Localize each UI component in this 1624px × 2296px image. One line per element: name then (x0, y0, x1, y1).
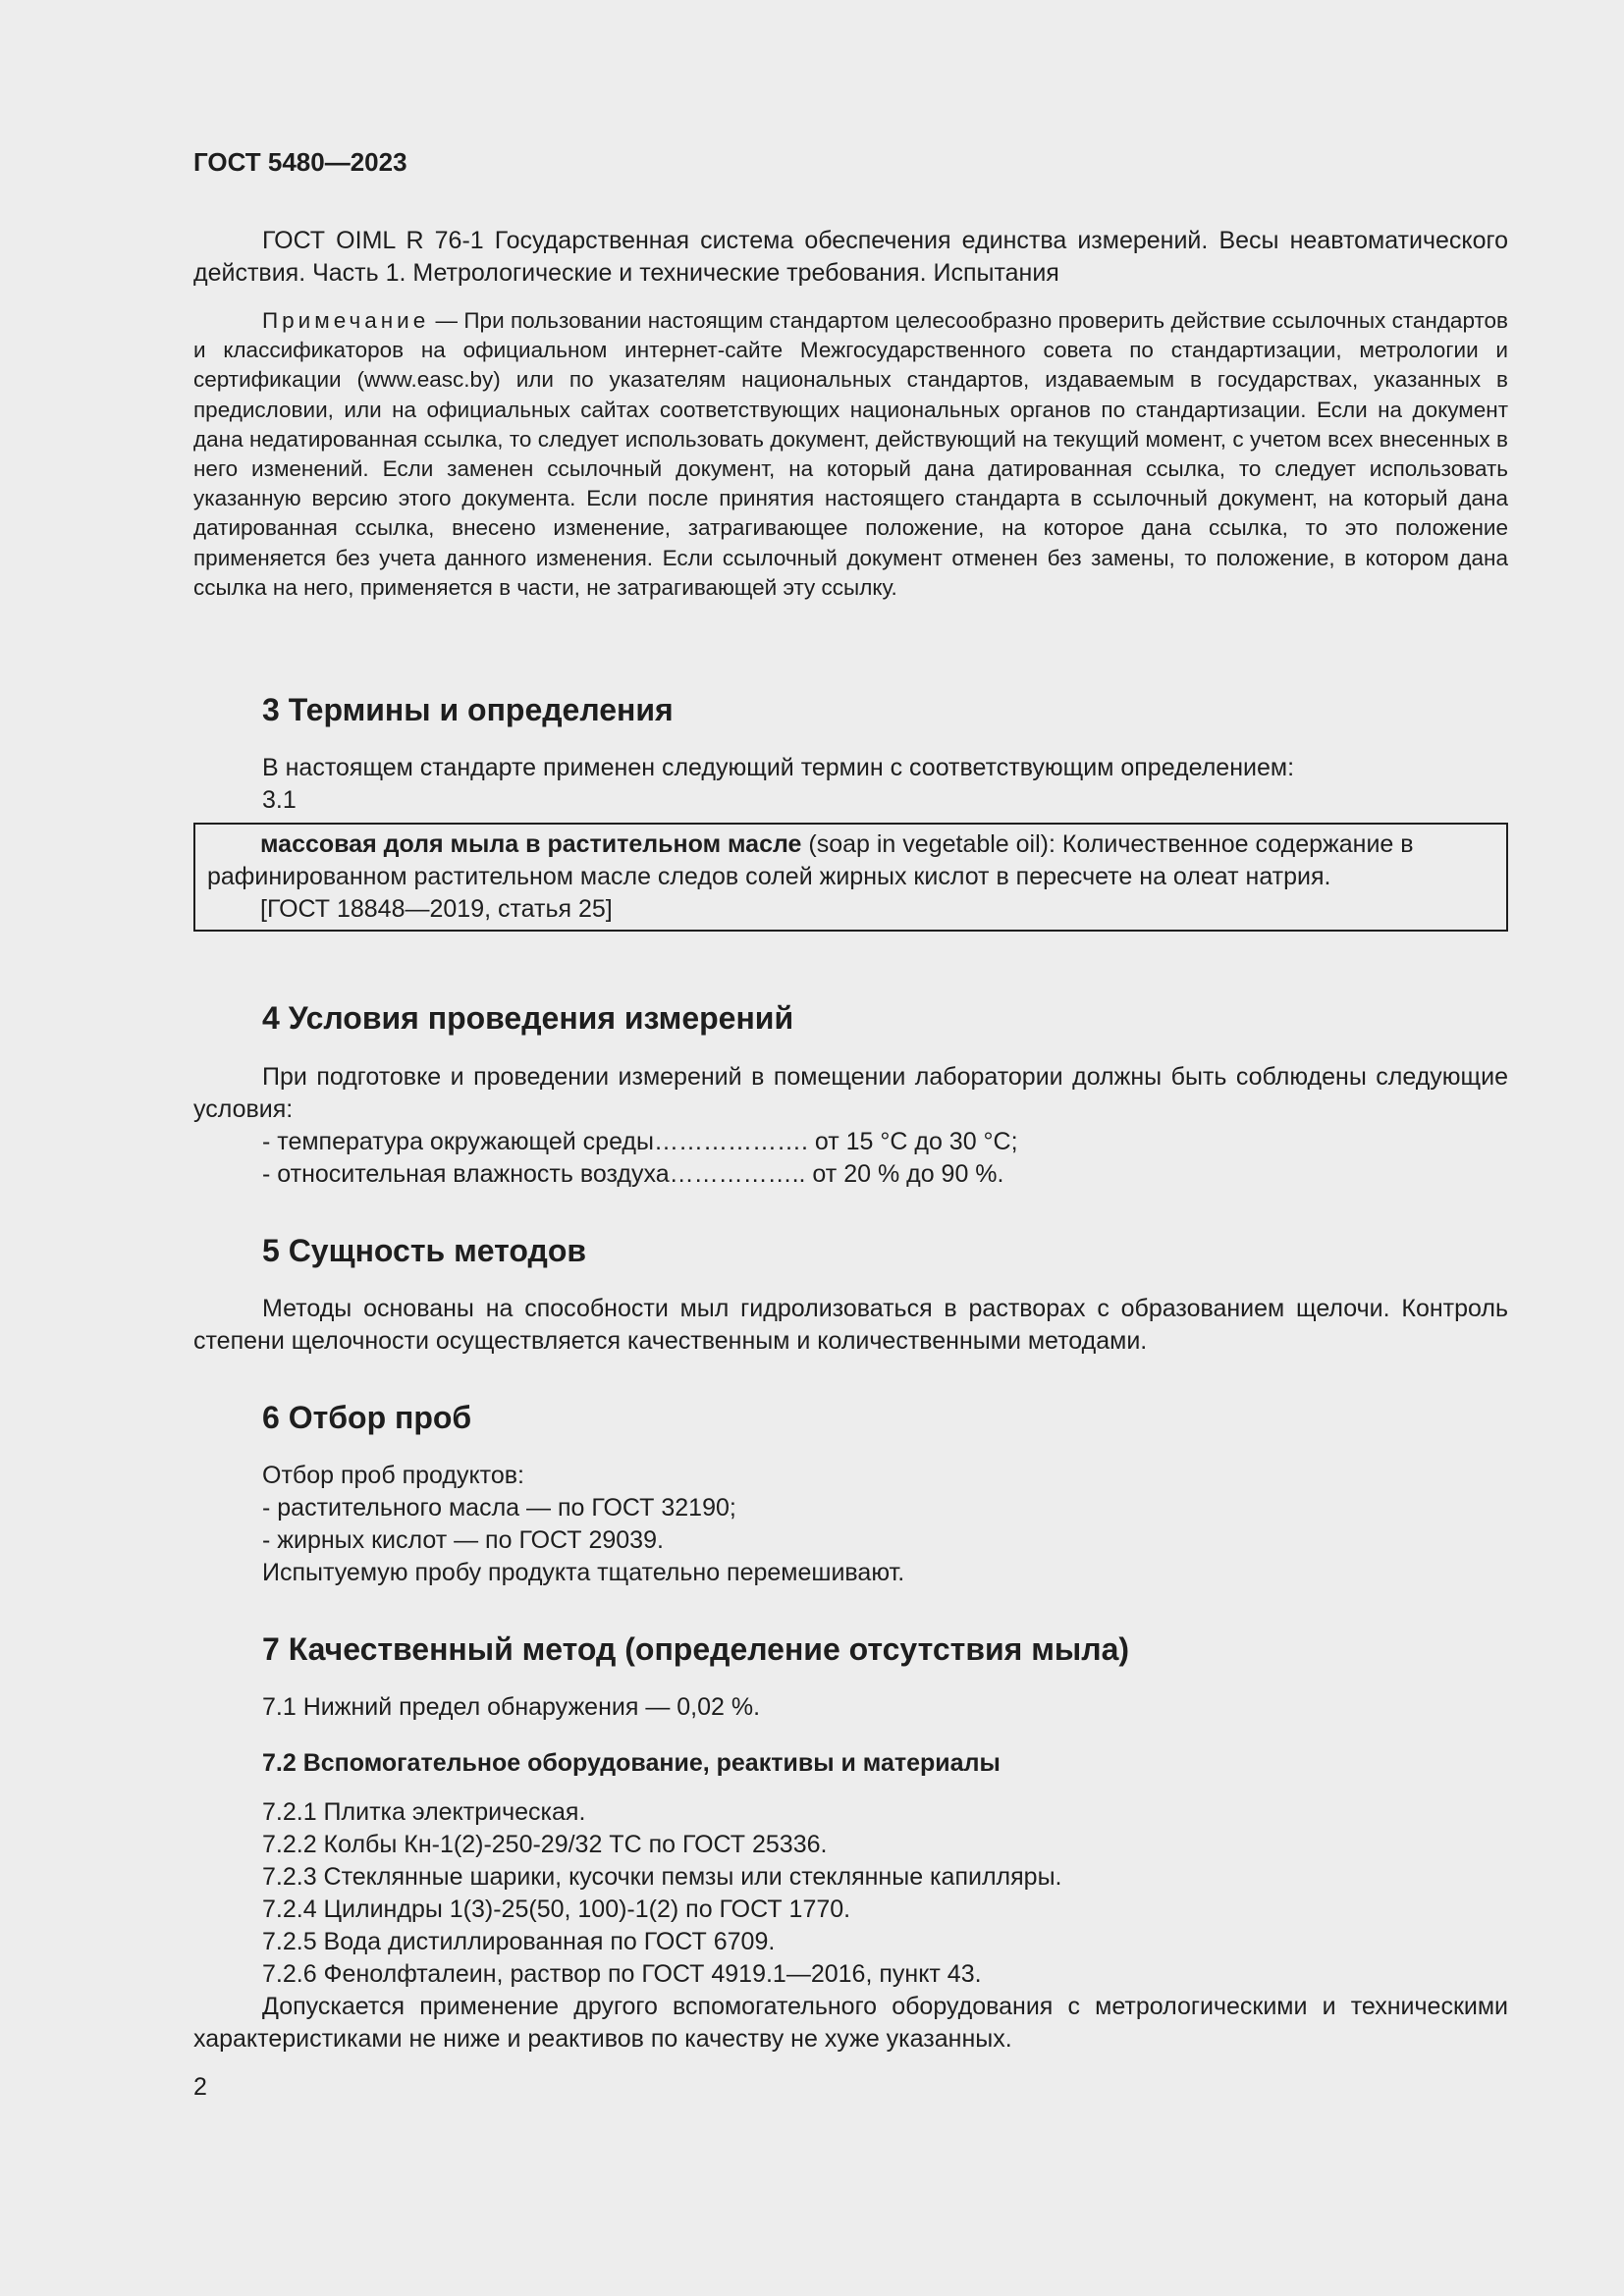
section-7-heading: 7 Качественный метод (определение отсутствия мыла) (262, 1631, 1130, 1667)
condition-humidity: - относительная влажность воздуха…………….. от 20 % до 90 %. (262, 1160, 1004, 1188)
note-paragraph (193, 306, 1508, 603)
closing-paragraph: Допускается применение другого вспомогательного оборудования с метрологическими и техническими характеристиками не ниже и реактивов по качеству не хуже указанных. (193, 1993, 1508, 2053)
clause-item: 7.2.6 Фенолфталеин, раствор по ГОСТ 4919.1—2016, пункт 43. (262, 1960, 982, 1988)
clause-item: 7.2.2 Колбы Кн-1(2)-250-29/32 ТС по ГОСТ 25336. (262, 1831, 828, 1858)
sampling-line: Отбор проб продуктов: (262, 1462, 524, 1489)
clause-item: 7.2.3 Стеклянные шарики, кусочки пемзы или стеклянные капилляры. (262, 1863, 1062, 1891)
sampling-line: - растительного масла — по ГОСТ 32190; (262, 1494, 736, 1522)
document-code-header: ГОСТ 5480—2023 (193, 147, 407, 177)
condition-temperature: - температура окружающей среды………………. от 15 °С до 30 °С; (262, 1128, 1018, 1155)
term-explanation: (soap in vegetable oil): Количественное содержание в рафинированном растительном масле следов солей жирных кислот в пересчете на олеат натрия. (207, 830, 1414, 890)
section-4-intro: При подготовке и проведении измерений в помещении лаборатории должны быть соблюдены следующие условия: (193, 1063, 1508, 1123)
clause-item: 7.2.4 Цилиндры 1(3)-25(50, 100)-1(2) по ГОСТ 1770. (262, 1896, 851, 1923)
section-3-heading: 3 Термины и определения (262, 692, 674, 727)
section-5-text: Методы основаны на способности мыл гидролизоваться в растворах с образованием щелочи. Контроль степени щелочности осуществляется качественным и количественными методами. (193, 1295, 1508, 1355)
term-source: [ГОСТ 18848—2019, статья 25] (260, 895, 613, 923)
term-definition-box (193, 823, 1508, 932)
reference-entry: ГОСТ OIML R 76-1 Государственная система обеспечения единства измерений. Весы неавтоматического действия. Часть 1. Метрологические и технические требования. Испытания (193, 227, 1508, 287)
section-5-heading: 5 Сущность методов (262, 1233, 587, 1268)
clause-7-1: 7.1 Нижний предел обнаружения — 0,02 %. (262, 1693, 761, 1721)
note-label: Примечание (262, 308, 430, 333)
section-6-heading: 6 Отбор проб (262, 1400, 472, 1435)
sampling-line: Испытуемую пробу продукта тщательно перемешивают. (262, 1559, 905, 1586)
clause-item: 7.2.5 Вода дистиллированная по ГОСТ 6709. (262, 1928, 776, 1955)
section-4-heading: 4 Условия проведения измерений (262, 1000, 794, 1036)
clause-item: 7.2.1 Плитка электрическая. (262, 1798, 586, 1826)
term-number: 3.1 (262, 786, 297, 814)
sampling-line: - жирных кислот — по ГОСТ 29039. (262, 1526, 664, 1554)
term-name: массовая доля мыла в растительном масле (260, 830, 802, 858)
page-number: 2 (193, 2073, 207, 2101)
term-definition (207, 828, 1494, 893)
section-3-intro: В настоящем стандарте применен следующий термин с соответствующим определением: (262, 754, 1295, 781)
note-text: — При пользовании настоящим стандартом целесообразно проверить действие ссылочных стандартов и классификаторов на официальном интернет-сайте Межгосударственного совета по стандартизации, метрологии и сертификации (www.easc.by) или по указателям национальных стандартов, издаваемым в государствах, указанных в предисловии, или на официальных сайтах соответствующих национальных органов по стандартизации. Если на документ дана недатированная ссылка, то следует использовать документ, действующий на текущий момент, с учетом всех внесенных в него изменений. Если заменен ссылочный документ, на который дана датированная ссылка, то следует использовать указанную версию этого документа. Если после принятия настоящего стандарта в ссылочный документ, на который дана датированная ссылка, внесено изменение, затрагивающее положение, на которое дана ссылка, то это положение применяется без учета данного изменения. Если ссылочный документ отменен без замены, то положение, в котором дана ссылка на него, применяется в части, не затрагивающей эту ссылку. (193, 308, 1508, 600)
subsection-7-2-heading: 7.2 Вспомогательное оборудование, реактивы и материалы (262, 1749, 1001, 1777)
